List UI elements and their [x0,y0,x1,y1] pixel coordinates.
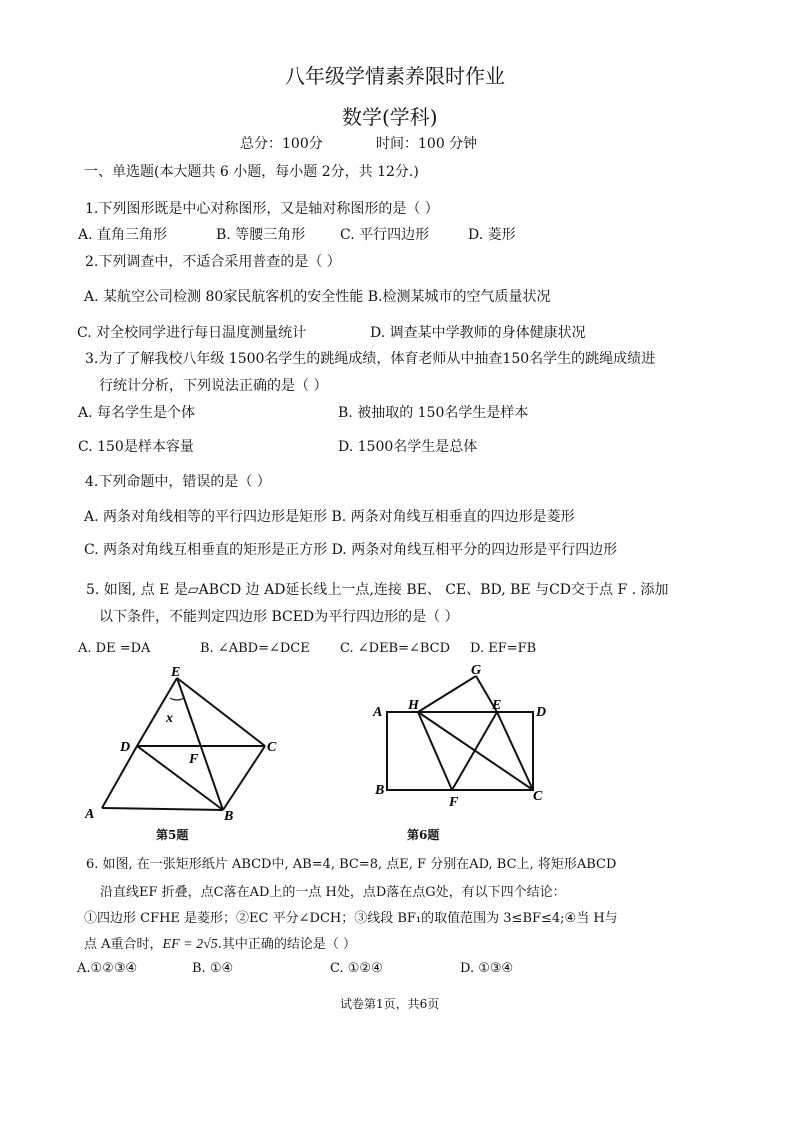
fig5-label-f: F [189,752,199,767]
q2-option-d: D. 调查某中学教师的身体健康状况 [370,325,586,341]
q5-option-c: C. ∠DEB=∠BCD [340,641,451,656]
fig5-label-x: x [166,711,173,726]
q5-option-a: A. DE =DA [78,641,151,656]
q5-stem-line2: 以下条件，不能判定四边形 BCED为平行四边形的是（ ） [99,609,459,625]
q1-option-c: C. 平行四边形 [340,227,430,243]
q3-stem-line2: 行统计分析，下列说法正确的是（ ） [99,378,328,394]
q6-formula: EF = 2√5 [162,937,218,952]
q2-option-c: C. 对全校同学进行每日温度测量统计 [77,325,307,341]
page-footer: 试卷第1页，共6页 [340,997,440,1011]
figure-6-rectangle [370,660,560,810]
q6-line4-suffix: .其中正确的结论是（ ） [217,937,357,952]
figure-5-caption: 第5题 [156,828,189,842]
q6-line4 [84,933,356,953]
q6-line2: 沿直线EF 折叠，点C落在AD上的一点 H处，点D落在点G处，有以下四个结论： [100,885,566,900]
fig6-label-h: H [408,698,419,713]
q3-stem-line1: 3.为了了解我校八年级 1500名学生的跳绳成绩，体育老师从中抽查150名学生的跳绳成绩进 [85,351,656,367]
fig5-label-c: C [267,740,277,755]
q3-option-b: B. 被抽取的 150名学生是样本 [338,405,529,421]
q3-option-c: C. 150是样本容量 [78,439,194,455]
fig5-label-b: B [224,809,234,824]
total-score: 总分：100分 [240,136,323,152]
fig5-label-e: E [171,665,181,680]
fig6-label-b: B [375,783,385,798]
exam-time: 时间：100 分钟 [376,136,478,152]
q6-option-c: C. ①②④ [330,961,383,976]
q2-stem: 2.下列调查中，不适合采用普查的是（ ） [85,254,341,270]
q3-option-d: D. 1500名学生是总体 [338,439,478,455]
q3-option-a: A. 每名学生是个体 [78,405,196,421]
fig6-label-f: F [449,795,459,810]
figure-5-parallelogram [80,660,300,830]
fig6-label-a: A [373,705,383,720]
fig6-label-g: G [471,663,482,678]
fig6-label-c: C [533,789,543,804]
q4-stem: 4.下列命题中，错误的是（ ） [85,474,271,490]
q6-line1: 6. 如图, 在一张矩形纸片 ABCD中, AB=4, BC=8, 点E, F 分别在AD, BC上, 将矩形ABCD [86,857,617,872]
q6-option-a: A.①②③④ [77,961,138,976]
q6-option-b: B. ①④ [192,961,234,976]
q4-options-cd: C. 两条对角线互相垂直的矩形是正方形 D. 两条对角线互相平分的四边形是平行四边形 [84,542,618,558]
section-heading: 一、单选题(本大题共 6 小题，每小题 2分，共 12分.) [84,164,419,180]
page-title: 八年级学情素养限时作业 [285,64,505,88]
q1-option-b: B. 等腰三角形 [216,227,306,243]
q5-option-b: B. ∠ABD=∠DCE [200,641,310,656]
figure-6-caption: 第6题 [407,828,440,842]
q4-options-ab: A. 两条对角线相等的平行四边形是矩形 B. 两条对角线互相垂直的四边形是菱形 [84,509,575,525]
q5-stem-line1: 5. 如图, 点 E 是▱ABCD 边 AD延长线上一点,连接 BE、 CE、BD, BE 与CD交于点 F . 添加 [86,582,669,598]
q1-option-d: D. 菱形 [468,227,516,243]
fig6-label-d: D [536,705,547,720]
q6-option-d: D. ①③④ [460,961,514,976]
q1-option-a: A. 直角三角形 [78,227,168,243]
q2-options-ab: A. 某航空公司检测 80家民航客机的安全性能 B.检测某城市的空气质量状况 [84,289,551,305]
q6-line3: ①四边形 CFHE 是菱形；②EC 平分∠DCH；③线段 BF₁的取值范围为 3≤BF≤4;④当 H与 [84,911,618,926]
fig5-label-a: A [85,807,95,822]
q6-line4-prefix: 点 A重合时， [84,937,163,952]
fig6-label-e: E [492,698,502,713]
subject-title: 数学(学科) [342,105,438,129]
fig5-label-d: D [120,740,131,755]
q1-stem: 1.下列图形既是中心对称图形，又是轴对称图形的是（ ） [85,201,439,217]
q5-option-d: D. EF=FB [470,641,537,656]
